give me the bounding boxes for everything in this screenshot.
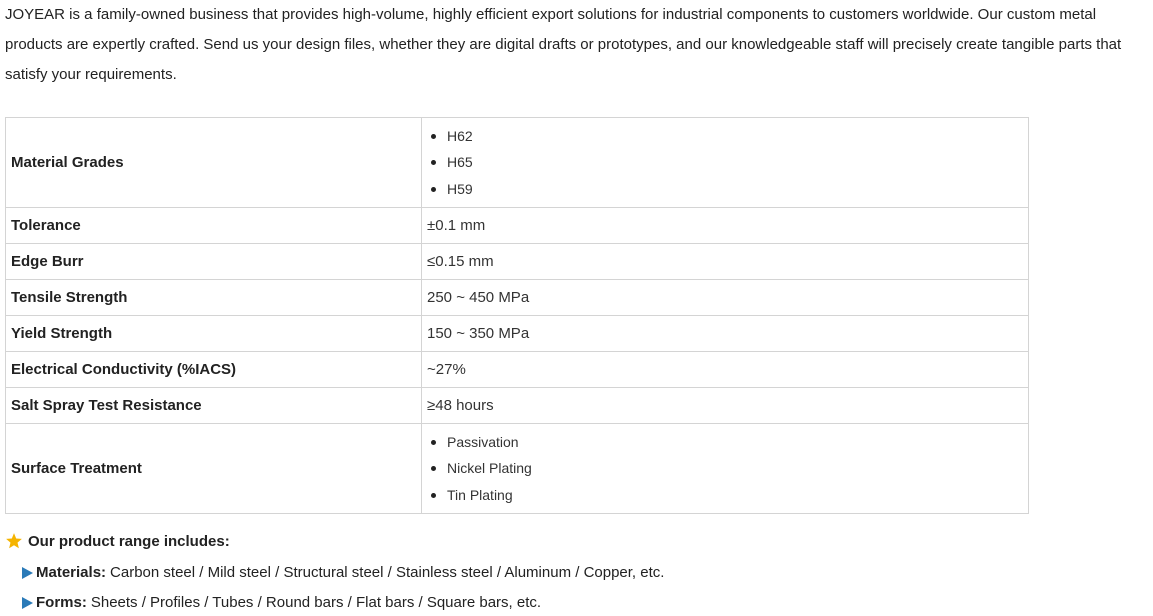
row-label: Tolerance <box>6 208 422 244</box>
row-value: 150 ~ 350 MPa <box>422 316 1029 352</box>
intro-paragraph: JOYEAR is a family-owned business that provides high-volume, highly efficient export solutions for industrial components to customers worldwide. Our custom metal products are expertly crafted. Send us your design files, whether they are digital drafts or prototypes, and our knowledgeable staff will precisely create tangible parts that satisfy your requirements. <box>5 6 1122 83</box>
row-value <box>422 118 1029 208</box>
bullet-icon <box>431 187 436 192</box>
list-item: Tin Plating <box>429 482 1023 509</box>
row-label: Tensile Strength <box>6 280 422 316</box>
table-row-yield-strength <box>6 316 1029 352</box>
row-value: ≥48 hours <box>422 388 1029 424</box>
row-value: ~27% <box>422 352 1029 388</box>
row-label: Yield Strength <box>6 316 422 352</box>
table-row-tensile-strength <box>6 280 1029 316</box>
specifications-table <box>5 117 1029 514</box>
star-icon <box>5 532 23 550</box>
table-row-salt-spray <box>6 388 1029 424</box>
list-item: H62 <box>429 123 1023 150</box>
forms-text: Sheets / Profiles / Tubes / Round bars / Flat bars / Square bars, etc. <box>90 594 542 611</box>
table-row-edge-burr <box>6 244 1029 280</box>
table-row-electrical-conductivity <box>6 352 1029 388</box>
table-row-material-grades <box>6 118 1029 208</box>
row-label: Surface Treatment <box>6 424 422 514</box>
row-label: Salt Spray Test Resistance <box>6 388 422 424</box>
bullet-icon <box>431 493 436 498</box>
forms-label: Forms: <box>36 594 87 611</box>
bullet-icon <box>431 466 436 471</box>
list-item: H59 <box>429 176 1023 203</box>
product-range-materials <box>22 564 664 581</box>
table-row-tolerance <box>6 208 1029 244</box>
triangle-right-icon <box>22 567 33 579</box>
material-grades-list <box>427 123 1023 203</box>
table-row-surface-treatment <box>6 424 1029 514</box>
list-item: H65 <box>429 149 1023 176</box>
row-label: Electrical Conductivity (%IACS) <box>6 352 422 388</box>
product-range-forms <box>22 594 541 611</box>
product-range-heading-text: Our product range includes: <box>28 532 230 550</box>
triangle-right-icon <box>22 597 33 609</box>
materials-label: Materials: <box>36 564 107 581</box>
bullet-icon <box>431 134 436 139</box>
row-value: ±0.1 mm <box>422 208 1029 244</box>
surface-treatment-list <box>427 429 1023 509</box>
list-item: Passivation <box>429 429 1023 456</box>
row-value: ≤0.15 mm <box>422 244 1029 280</box>
row-value: 250 ~ 450 MPa <box>422 280 1029 316</box>
list-item: Nickel Plating <box>429 455 1023 482</box>
bullet-icon <box>431 160 436 165</box>
product-range-heading <box>5 532 230 550</box>
materials-text: Carbon steel / Mild steel / Structural steel / Stainless steel / Aluminum / Copper, etc. <box>110 564 665 581</box>
row-label: Edge Burr <box>6 244 422 280</box>
row-label: Material Grades <box>6 118 422 208</box>
row-value <box>422 424 1029 514</box>
bullet-icon <box>431 440 436 445</box>
